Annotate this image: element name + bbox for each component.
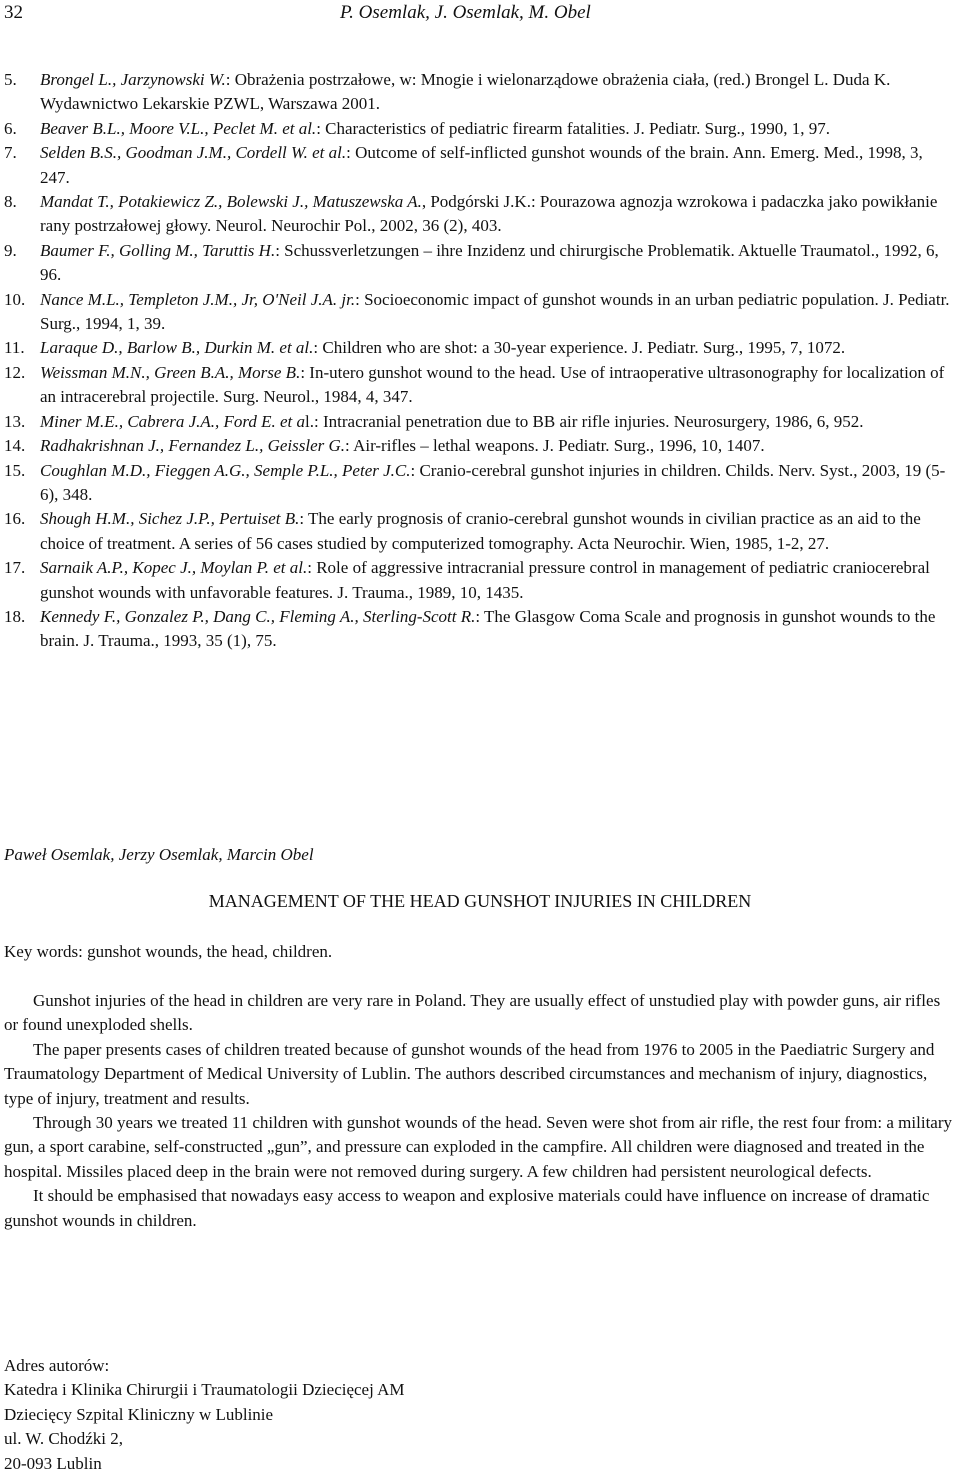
abstract-paragraph: It should be emphasised that nowadays easy access to weapon and explosive materials could have influence on increase of dramatic gunshot wounds in children. bbox=[4, 1186, 930, 1230]
reference-text: : Cranio-cerebral gunshot injuries in children. Childs. Nerv. Syst., 2003, 19 (5-6), 348. bbox=[40, 460, 946, 504]
address-line: 20-093 Lublin bbox=[4, 1453, 102, 1473]
keywords: Key words: gunshot wounds, the head, children. bbox=[4, 942, 333, 961]
reference-authors: Sarnaik A.P., Kopec J., Moylan P. et al. bbox=[40, 558, 308, 578]
reference-text: , Podgórski J.K.: Pourazowa agnozja wzrokowa i padaczka jako powikłanie rany postrzałowej głowy. Neurol. Neurochir Pol., 2002, 36 (2), 403. bbox=[40, 192, 938, 236]
reference-number: 8. bbox=[4, 192, 17, 212]
reference-item bbox=[4, 459, 956, 508]
reference-text: : Socioeconomic impact of gunshot wounds in an urban pediatric population. J. Pediatr. Surg., 1994, 1, 39. bbox=[40, 289, 950, 334]
reference-text: : Schussverletzungen – ihre Inzidenz und chirurgische Problematik. Aktuelle Traumatol., 1992, 6, 96. bbox=[40, 240, 939, 285]
reference-authors: Coughlan M.D., Fieggen A.G., Semple P.L., Peter J.C. bbox=[40, 460, 411, 480]
reference-authors: Laraque D., Barlow B., Durkin M. et al. bbox=[40, 338, 314, 358]
reference-number: 7. bbox=[4, 143, 17, 163]
reference-number: 12. bbox=[4, 362, 26, 382]
reference-authors: Baumer F., Golling M., Taruttis H. bbox=[40, 240, 276, 260]
reference-item bbox=[4, 288, 956, 337]
reference-item bbox=[4, 190, 956, 239]
reference-text: : Obrażenia postrzałowe, w: Mnogie i wielonarządowe obrażenia ciała, (red.) Brongel L. Duda K. Wydawnictwo Lekarskie PZWL, Warszawa 2001. bbox=[40, 70, 891, 114]
reference-item bbox=[4, 556, 956, 605]
reference-text: : Outcome of self-inflicted gunshot wounds of the brain. Ann. Emerg. Med., 1998, 3, 247. bbox=[40, 143, 923, 187]
reference-text: : The early prognosis of cranio-cerebral gunshot wounds in civilian practice as an aid to the choice of treatment. A series of 56 cases studied by computerized tomography. Acta Neurochir. Wien, 1985, 1-2, 27. bbox=[40, 509, 921, 553]
reference-authors: Kennedy F., Gonzalez P., Dang C., Fleming A., Sterling-Scott R. bbox=[40, 606, 476, 626]
author-address bbox=[4, 1354, 405, 1476]
reference-item bbox=[4, 434, 956, 458]
reference-authors: Shough H.M., Sichez J.P., Pertuiset B. bbox=[40, 509, 300, 529]
reference-authors: Miner M.E., Cabrera J.A., Ford E. et a bbox=[40, 411, 306, 431]
address-line: ul. W. Chodźki 2, bbox=[4, 1429, 124, 1449]
address-label: Adres autorów: bbox=[4, 1356, 110, 1375]
running-head: P. Osemlak, J. Osemlak, M. Obel bbox=[340, 2, 591, 23]
reference-authors: Brongel L., Jarzynowski W. bbox=[40, 70, 226, 89]
reference-text: l.: Intracranial penetration due to BB air rifle injuries. Neurosurgery, 1986, 6, 952. bbox=[305, 411, 864, 431]
reference-number: 11. bbox=[4, 338, 25, 358]
reference-list bbox=[4, 68, 956, 654]
reference-text: : Children who are shot: a 30-year experience. J. Pediatr. Surg., 1995, 7, 1072. bbox=[313, 338, 846, 358]
reference-item bbox=[4, 141, 956, 190]
reference-number: 9. bbox=[4, 240, 17, 260]
reference-item bbox=[4, 507, 956, 556]
address-line: Katedra i Klinika Chirurgii i Traumatologii Dziecięcej AM bbox=[4, 1380, 405, 1400]
reference-item bbox=[4, 361, 956, 410]
abstract-paragraph: Gunshot injuries of the head in children are very rare in Poland. They are usually effect of unstudied play with powder guns, air rifles or found unexploded shells. bbox=[4, 991, 941, 1035]
page-header bbox=[0, 0, 960, 26]
reference-text: : In-utero gunshot wound to the head. Use of intraoperative ultrasonography for localization of an intracerebral projectile. Surg. Neurol., 1984, 4, 347. bbox=[40, 362, 945, 407]
abstract-body bbox=[4, 989, 956, 1233]
reference-authors: Selden B.S., Goodman J.M., Cordell W. et al. bbox=[40, 143, 347, 163]
reference-number: 15. bbox=[4, 460, 26, 480]
reference-item bbox=[4, 605, 956, 654]
reference-number: 14. bbox=[4, 436, 26, 456]
abstract-paragraph: The paper presents cases of children treated because of gunshot wounds of the head from 1976 to 2005 in the Paediatric Surgery and Traumatology Department of Medical University of Lublin. The authors described circumstances and mechanism of injury, diagnostics, type of injury, treatment and results. bbox=[4, 1039, 935, 1108]
reference-authors: Beaver B.L., Moore V.L., Peclet M. et al. bbox=[40, 118, 317, 138]
reference-item bbox=[4, 239, 956, 288]
reference-number: 10. bbox=[4, 289, 26, 309]
reference-text: : Characteristics of pediatric firearm fatalities. J. Pediatr. Surg., 1990, 1, 97. bbox=[316, 118, 830, 138]
reference-item bbox=[4, 410, 956, 434]
reference-item bbox=[4, 117, 956, 141]
reference-authors: Radhakrishnan J., Fernandez L., Geissler G. bbox=[40, 436, 346, 456]
reference-authors: Nance M.L., Templeton J.M., Jr, O'Neil J.A. jr. bbox=[40, 289, 356, 309]
page-number: 32 bbox=[4, 2, 23, 23]
reference-number: 6. bbox=[4, 118, 17, 138]
reference-text: : Air-rifles – lethal weapons. J. Pediatr. Surg., 1996, 10, 1407. bbox=[345, 436, 765, 456]
reference-text: : Role of aggressive intracranial pressure control in management of pediatric craniocerebral gunshot wounds with unfavorable features. J. Trauma., 1989, 10, 1435. bbox=[40, 558, 930, 602]
reference-item bbox=[4, 68, 956, 117]
reference-number: 18. bbox=[4, 606, 26, 626]
reference-authors: Weissman M.N., Green B.A., Morse B. bbox=[40, 362, 301, 382]
address-line: Dziecięcy Szpital Kliniczny w Lublinie bbox=[4, 1404, 274, 1424]
reference-number: 5. bbox=[4, 70, 17, 89]
reference-authors: Mandat T., Potakiewicz Z., Bolewski J., Matuszewska A. bbox=[40, 192, 422, 212]
reference-number: 16. bbox=[4, 509, 26, 529]
reference-item bbox=[4, 336, 956, 360]
abstract-paragraph: Through 30 years we treated 11 children with gunshot wounds of the head. Seven were shot from air rifle, the rest four from: a military gun, a sport carabine, self-constructed „gun”, and pressure can exploded in the campfire. All children were diagnosed and treated in the hospital. Missiles placed deep in the brain were not removed during surgery. A few children had persistent neurological defects. bbox=[4, 1113, 952, 1181]
reference-number: 17. bbox=[4, 558, 26, 578]
abstract-authors: Paweł Osemlak, Jerzy Osemlak, Marcin Obel bbox=[4, 845, 314, 864]
reference-number: 13. bbox=[4, 411, 26, 431]
abstract-title: MANAGEMENT OF THE HEAD GUNSHOT INJURIES IN CHILDREN bbox=[208, 891, 752, 911]
reference-text: : The Glasgow Coma Scale and prognosis in gunshot wounds to the brain. J. Trauma., 1993, 35 (1), 75. bbox=[40, 606, 936, 651]
